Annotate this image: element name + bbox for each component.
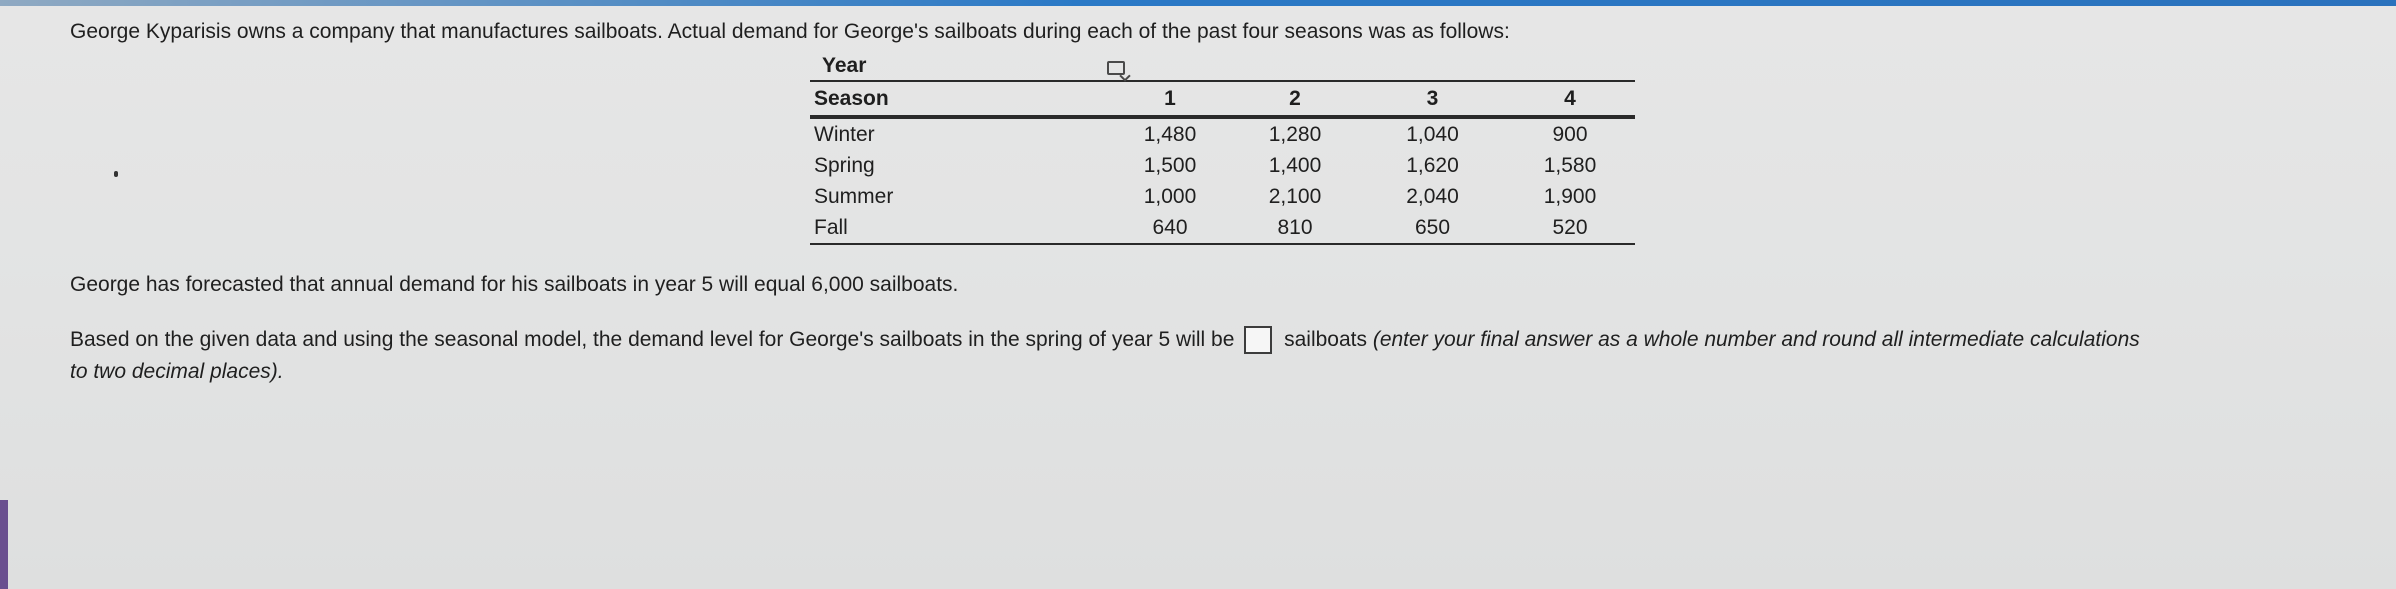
instruction-text-continued: to two decimal places).	[70, 360, 284, 383]
demand-cell: 2,040	[1406, 184, 1459, 208]
forecast-statement: George has forecasted that annual demand for his sailboats in year 5 will equal 6,000 sailboats.	[70, 273, 959, 296]
year-label: Year	[822, 54, 867, 77]
instruction-text: (enter your final answer as a whole number and round all intermediate calculations	[1372, 328, 2140, 351]
demand-cell: 650	[1360, 212, 1505, 244]
demand-cell: 640	[1110, 212, 1230, 244]
demand-cell: 1,400	[1268, 153, 1322, 177]
year-column-header: 4	[1505, 81, 1635, 117]
demand-cell: 1,040	[1406, 122, 1459, 146]
answer-input-box[interactable]	[1244, 326, 1272, 354]
season-cell: Summer	[814, 184, 894, 208]
top-accent-bar	[0, 0, 2396, 6]
demand-cell: 1,620	[1406, 153, 1459, 177]
question-intro: George Kyparisis owns a company that manufactures sailboats. Actual demand for George's sailboats during each of the past four seasons was as follows:	[70, 20, 1510, 43]
demand-cell: 1,580	[1543, 153, 1597, 177]
demand-cell: 810	[1230, 212, 1360, 244]
year-column-header: 1	[1110, 81, 1230, 117]
demand-cell: 1,280	[1268, 122, 1322, 146]
copy-table-icon[interactable]	[1107, 61, 1125, 75]
demand-cell: 900	[1552, 122, 1588, 146]
year-column-header: 3	[1360, 81, 1505, 117]
table-row	[810, 150, 1635, 181]
prompt-text-before: Based on the given data and using the seasonal model, the demand level for George's sailboats in the spring of year 5 will be	[70, 328, 1235, 351]
demand-cell: 2,100	[1268, 184, 1322, 208]
demand-table	[810, 80, 1635, 245]
left-edge-strip	[0, 500, 8, 589]
demand-cell: 520	[1505, 212, 1635, 244]
year-column-header: 2	[1230, 81, 1360, 117]
season-cell: Spring	[814, 153, 875, 177]
demand-cell: 1,500	[1143, 153, 1197, 177]
demand-cell: 1,480	[1143, 122, 1197, 146]
demand-cell: 1,000	[1143, 184, 1197, 208]
table-row	[810, 212, 1635, 244]
table-row	[810, 181, 1635, 212]
table-header-row	[810, 81, 1635, 117]
season-header: Season	[810, 81, 1110, 117]
question-prompt	[70, 325, 2140, 355]
demand-table-container	[810, 50, 1635, 245]
table-row	[810, 117, 1635, 150]
year-header-row	[810, 50, 1635, 80]
season-cell: Winter	[814, 122, 875, 146]
page-speck	[114, 171, 118, 177]
season-cell: Fall	[810, 212, 1110, 244]
demand-cell: 1,900	[1543, 184, 1597, 208]
prompt-text-after: sailboats	[1284, 328, 1367, 351]
